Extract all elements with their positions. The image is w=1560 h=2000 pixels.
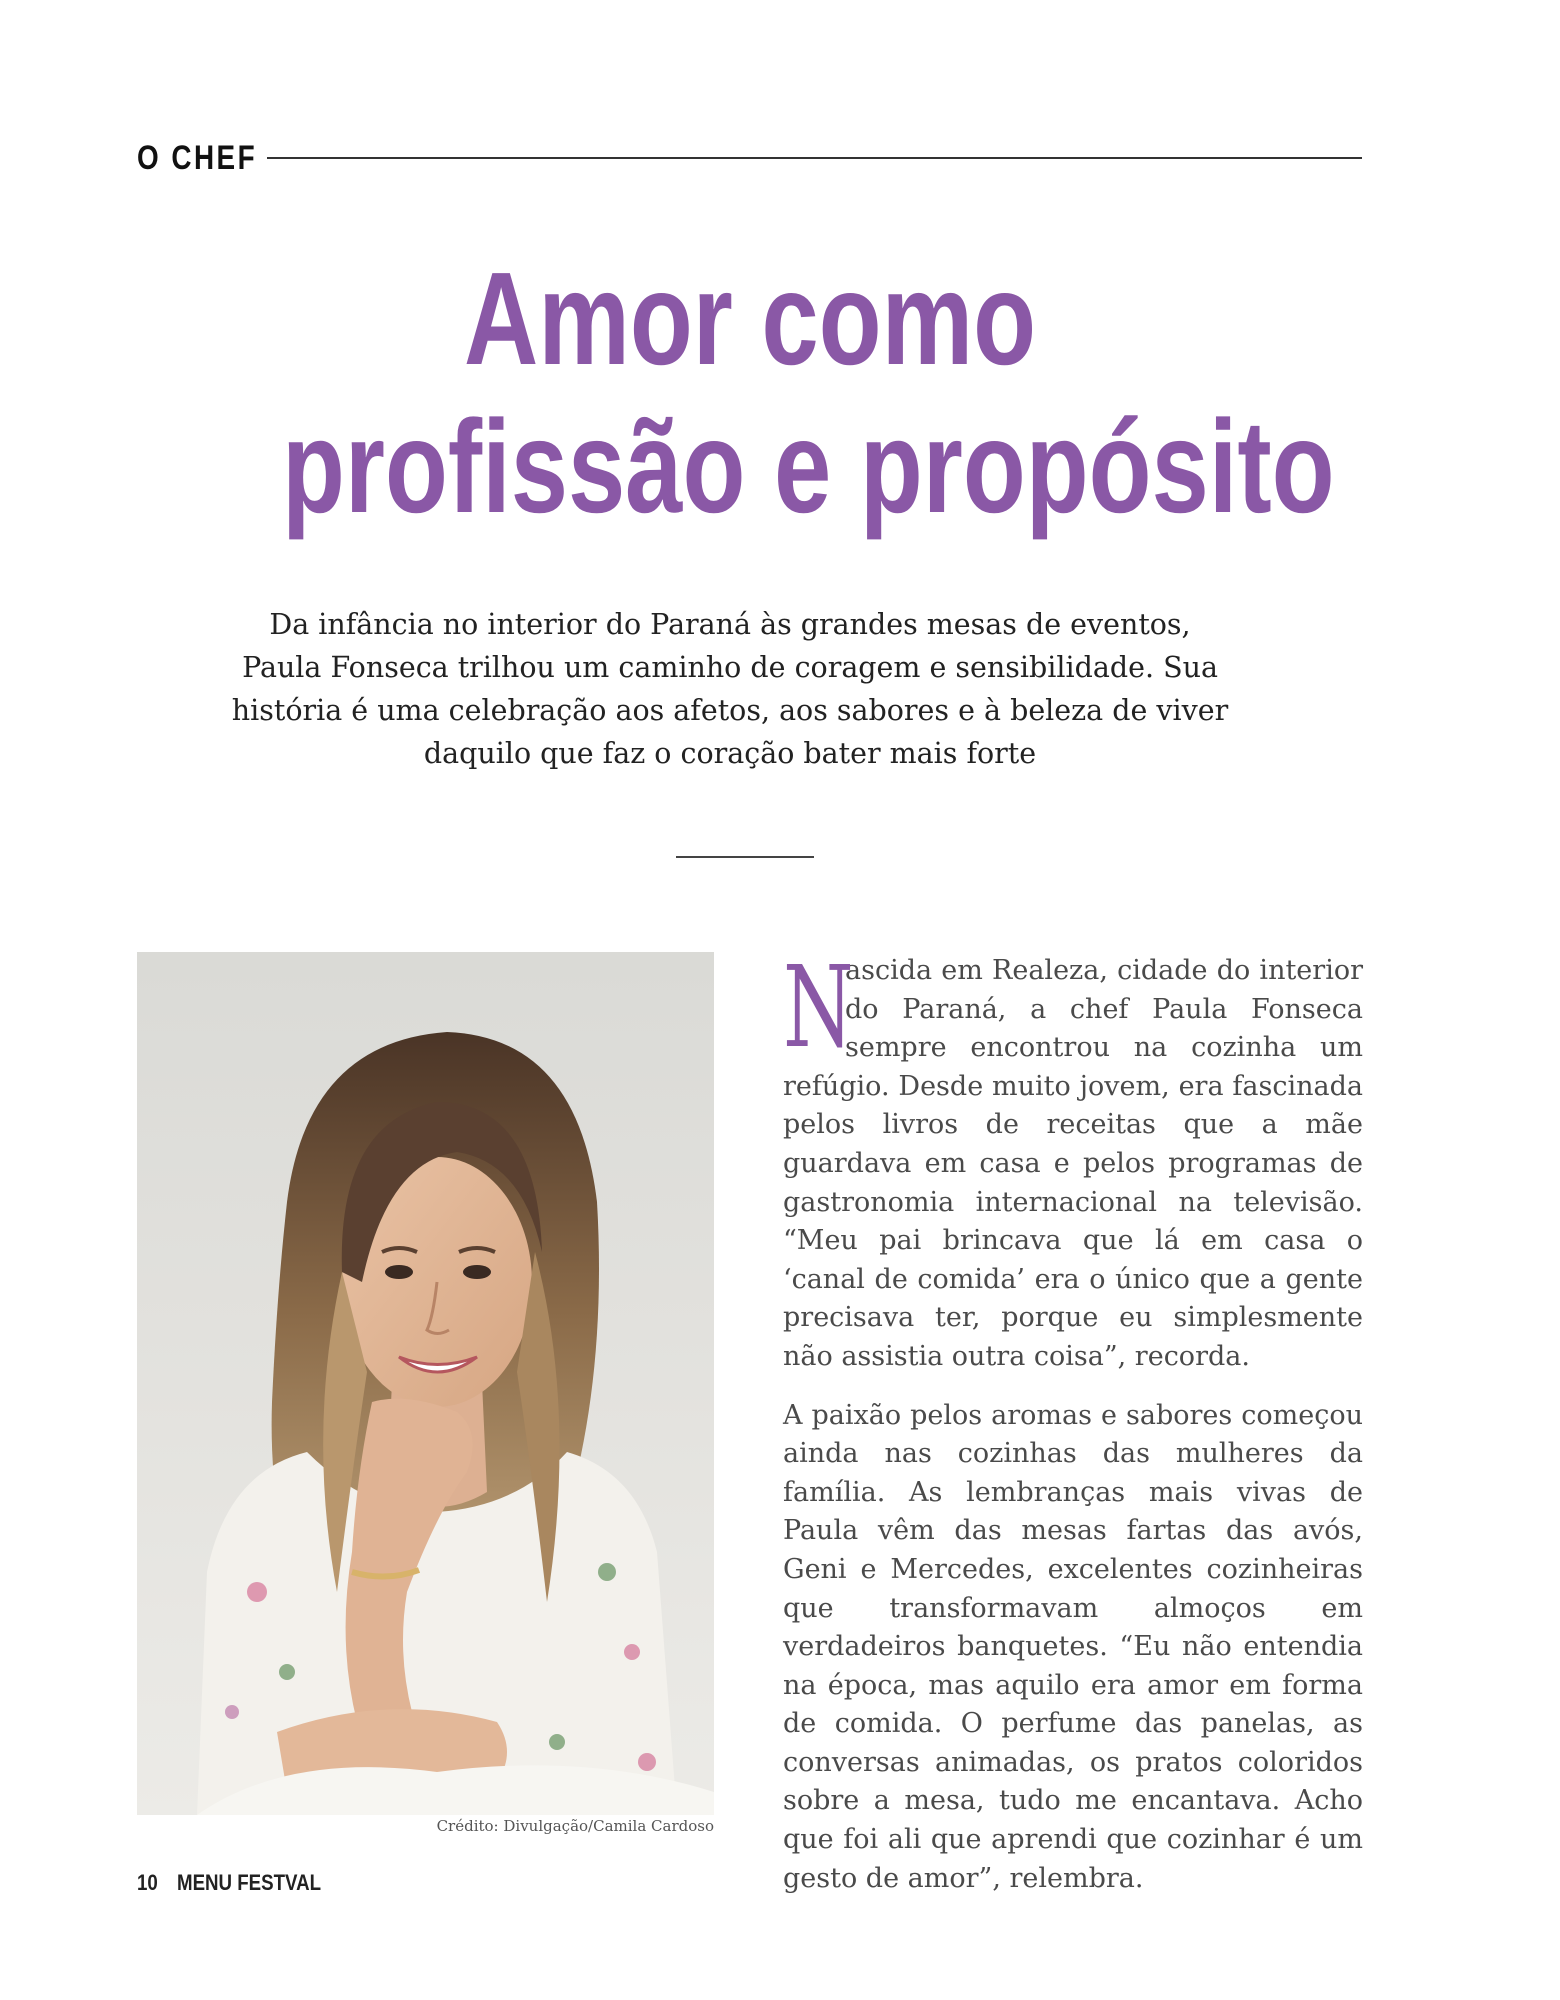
headline-line-1: Amor como: [463, 245, 1037, 392]
article-paragraph-1: [783, 943, 1363, 1377]
chef-portrait-photo: [137, 952, 714, 1815]
photo-credit: Crédito: Divulgação/Camila Cardoso: [436, 1817, 714, 1835]
page-footer: [137, 1870, 347, 1896]
deck-intro: Da infância no interior do Paraná às grandes mesas de eventos, Paula Fonseca trilhou um caminho de coragem e sensibilidade. Sua história é uma celebração aos afetos, aos sabores e à beleza de viver daquilo que faz o coração bater mais forte: [231, 608, 1229, 770]
headline: [150, 245, 1350, 541]
section-label: O CHEF: [137, 138, 258, 177]
section-header: [137, 138, 1362, 178]
portrait-illustration: [137, 952, 714, 1815]
section-rule: [267, 157, 1362, 159]
divider-rule: [676, 856, 814, 858]
paragraph-1-text: ascida em Realeza, cidade do interior do Paraná, a chef Paula Fonseca sempre encontrou na cozinha um refúgio. Desde muito jovem, era fascinada pelos livros de receitas que a mãe guardava em casa e pelos programas de gastronomia internacional na televisão. “Meu pai brincava que lá em casa o ‘canal de comida’ era o único que a gente precisava ter, porque eu simplesmente não assistia outra coisa”, recorda.: [783, 955, 1363, 1372]
page-number: 10: [137, 1870, 158, 1895]
drop-cap: N: [783, 943, 854, 1073]
headline-line-2: profissão e propósito: [282, 393, 1335, 540]
article-paragraph-2: A paixão pelos aromas e sabores começou ainda nas cozinhas das mulheres da família. As lembranças mais vivas de Paula vêm das mesas fartas das avós, Geni e Mercedes, excelentes cozinheiras que transformavam almoços em verdadeiros banquetes. “Eu não entendia na época, mas aquilo era amor em forma de comida. O perfume das panelas, as conversas animadas, os pratos coloridos sobre a mesa, tudo me encantava. Acho que foi ali que aprendi que cozinhar é um gesto de amor”, relembra.: [783, 1399, 1363, 1894]
magazine-name: MENU FESTVAL: [177, 1870, 322, 1895]
article-body: [783, 943, 1363, 1918]
